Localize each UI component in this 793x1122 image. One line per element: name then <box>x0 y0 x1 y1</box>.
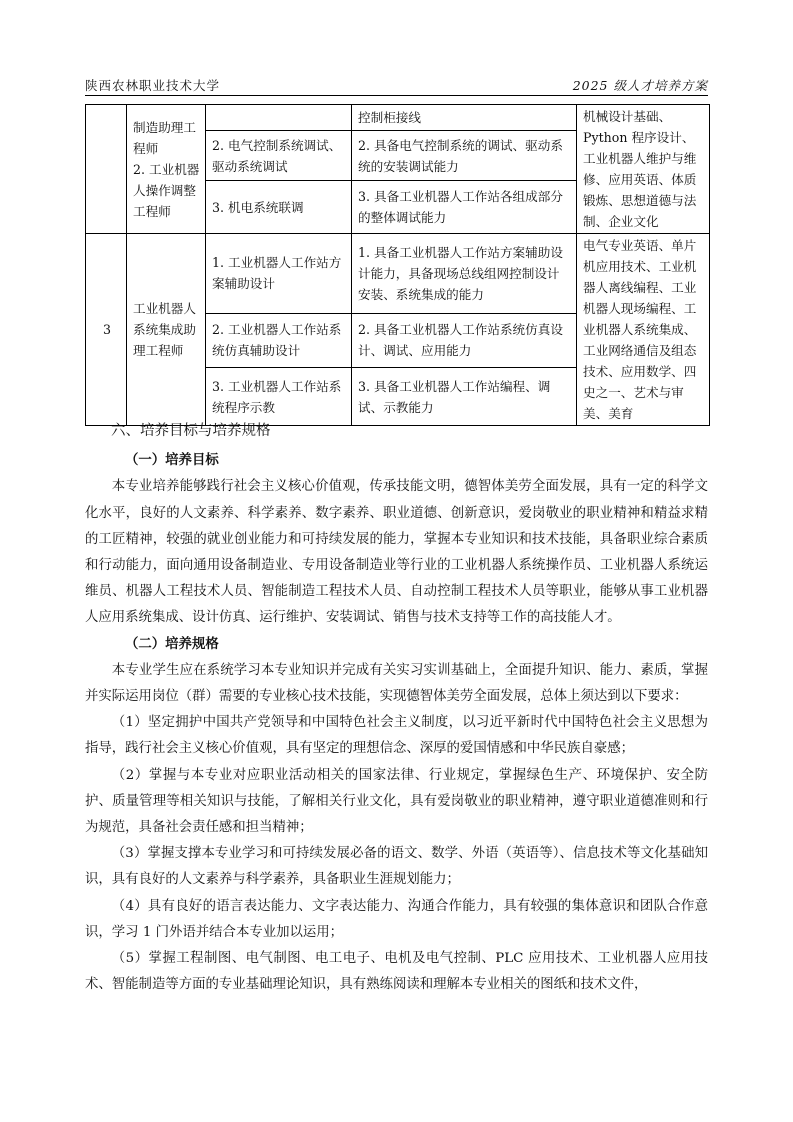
job-ability-table <box>85 104 710 426</box>
ability-cell: 3. 具备工业机器人工作站编程、调试、示教能力 <box>352 368 577 426</box>
page-header <box>85 76 708 96</box>
ability-cell: 3. 具备工业机器人工作站各组成部分的整体调试能力 <box>352 181 577 234</box>
task-cell <box>206 105 352 131</box>
body-content <box>85 414 708 998</box>
spec-intro: 本专业学生应在系统学习本专业知识并完成有关实习实训基础上，全面提升知识、能力、素质，掌握并实际运用岗位（群）需要的专业核心技术技能，实现德智体美劳全面发展，总体上须达到以下要求： <box>85 662 708 705</box>
spec-item-2: （2）掌握与本专业对应职业活动相关的国家法律、行业规定，掌握绿色生产、环境保护、安全防护、质量管理等相关知识与技能，了解相关行业文化，具有爱岗敬业的职业精神，遵守职业道德准则和行为规范，具备社会责任感和担当精神； <box>85 767 708 836</box>
spec-item-5: （5）掌握工程制图、电气制图、电工电子、电机及电气控制、PLC 应用技术、工业机器人应用技术、智能制造等方面的专业基础理论知识，具有熟练阅读和理解本专业相关的图纸和技术文件， <box>85 951 708 993</box>
section-title: 六、培养目标与培养规格 <box>111 423 271 439</box>
ability-cell: 2. 具备工业机器人工作站系统仿真设计、调试、应用能力 <box>352 313 577 367</box>
table-row <box>86 105 710 131</box>
task-cell: 2. 电气控制系统调试、驱动系统调试 <box>206 131 352 181</box>
school-name: 陕西农林职业技术大学 <box>85 78 221 93</box>
goal-heading: （一）培养目标 <box>125 453 219 469</box>
spec-item-3: （3）掌握支撑本专业学习和可持续发展必备的语文、数学、外语（英语等）、信息技术等文化基础知识，具有良好的人文素养与科学素养，具备职业生涯规划能力； <box>85 846 708 888</box>
task-cell: 2. 工业机器人工作站系统仿真辅助设计 <box>206 313 352 367</box>
ability-cell: 2. 具备电气控制系统的调试、驱动系统的安装调试能力 <box>352 131 577 181</box>
spec-item-4: （4）具有良好的语言表达能力、文字表达能力、沟通合作能力，具有较强的集体意识和团队合作意识，学习 1 门外语并结合本专业加以运用； <box>85 898 708 940</box>
table-row <box>86 234 710 314</box>
job-cell: 工业机器人系统集成助理工程师 <box>127 234 206 426</box>
spec-item-1: （1）坚定拥护中国共产党领导和中国特色社会主义制度，以习近平新时代中国特色社会主义思想为指导，践行社会主义核心价值观，具有坚定的理想信念、深厚的爱国情感和中华民族自豪感； <box>85 715 708 757</box>
row-number <box>86 105 127 234</box>
goal-paragraph: 本专业培养能够践行社会主义核心价值观，传承技能文明，德智体美劳全面发展，具有一定的科学文化水平，良好的人文素养、科学素养、数字素养、职业道德、创新意识，爱岗敬业的职业精神和精益求精的工匠精神，较强的就业创业能力和可持续发展的能力，掌握本专业知识和技术技能，具备职业综合素质和行动能力，面向通用设备制造业、专用设备制造业等行业的工业机器人系统操作员、工业机器人系统运维员、机器人工程技术人员、智能制造工程技术人员、自动控制工程技术人员等职业，能够从事工业机器人应用系统集成、设计仿真、运行维护、安装调试、销售与技术支持等工作的高技能人才。 <box>85 479 708 626</box>
ability-cell: 控制柜接线 <box>352 105 577 131</box>
header-rule <box>85 95 708 96</box>
spec-heading: （二）培养规格 <box>125 636 219 652</box>
job-text: 制造助理工程师 2. 工业机器人操作调整工程师 <box>133 119 200 219</box>
course-cell: 电气专业英语、单片机应用技术、工业机器人离线编程、工业机器人现场编程、工业机器人系统集成、工业网络通信及组态技术、应用数学、四史之一、艺术与审美、美育 <box>577 234 710 426</box>
job-cell <box>127 105 206 234</box>
task-cell: 3. 机电系统联调 <box>206 181 352 234</box>
ability-cell: 1. 具备工业机器人工作站方案辅助设计能力，具备现场总线组网控制设计安装、系统集成的能力 <box>352 234 577 314</box>
task-cell: 3. 工业机器人工作站系统程序示教 <box>206 368 352 426</box>
plan-title: 2025 级人才培养方案 <box>572 78 708 93</box>
task-cell: 1. 工业机器人工作站方案辅助设计 <box>206 234 352 314</box>
row-number: 3 <box>86 234 127 426</box>
course-cell: 机械设计基础、Python 程序设计、工业机器人维护与维修、应用英语、体质锻炼、思想道德与法制、企业文化 <box>577 105 710 234</box>
